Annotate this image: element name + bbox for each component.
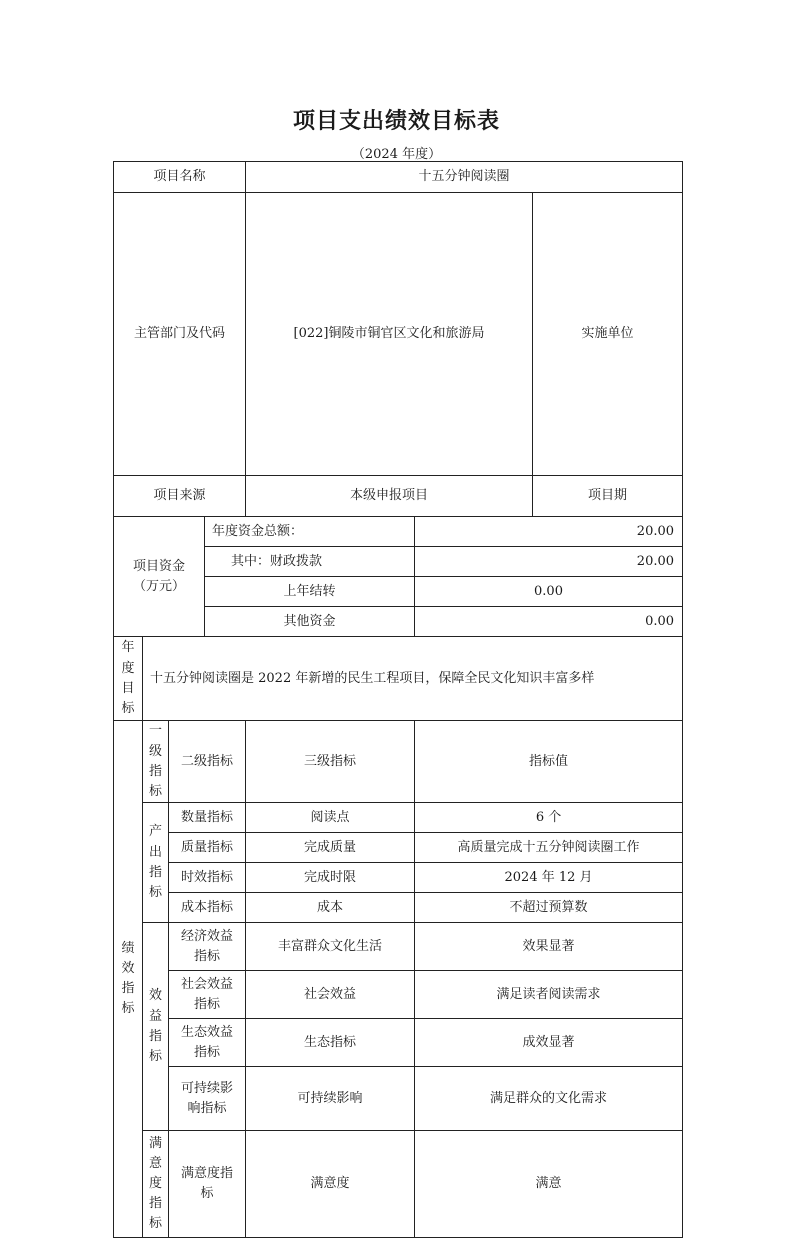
benefit-l2-text: 社会效益指标 <box>180 976 233 1012</box>
header-value: 指标值 <box>415 721 683 803</box>
year-label: （2024 年度） <box>351 147 442 162</box>
output-value: 2024 年 12 月 <box>415 863 683 893</box>
satisfaction-value: 满意 <box>415 1131 683 1238</box>
benefit-l2 <box>169 1019 246 1067</box>
impl-label: 实施单位 <box>533 193 683 476</box>
benefit-l3: 生态指标 <box>246 1019 415 1067</box>
benefit-l2-text: 生态效益指标 <box>180 1024 233 1060</box>
output-l2: 数量指标 <box>169 803 246 833</box>
output-label-text: 产出指标 <box>148 824 162 900</box>
output-l3: 完成时限 <box>246 863 415 893</box>
funds-other-value: 0.00 <box>415 607 683 637</box>
funds-other-label: 其他资金 <box>205 607 415 637</box>
source-value: 本级申报项目 <box>246 475 533 516</box>
funds-carryover-label: 上年结转 <box>205 577 415 607</box>
funds-fiscal-label: 其中：财政拨款 <box>205 547 415 577</box>
dept-value: [022]铜陵市铜官区文化和旅游局 <box>246 193 533 476</box>
benefit-value: 成效显著 <box>415 1019 683 1067</box>
output-l3: 成本 <box>246 893 415 923</box>
benefit-value: 满足群众的文化需求 <box>415 1067 683 1131</box>
benefit-l2 <box>169 923 246 971</box>
benefit-l2-text: 经济效益指标 <box>180 928 233 964</box>
output-value: 6 个 <box>415 803 683 833</box>
project-name-label: 项目名称 <box>114 162 246 193</box>
indicators-label-text: 绩效指标 <box>121 940 135 1017</box>
benefit-l3: 可持续影响 <box>246 1067 415 1131</box>
output-l3: 阅读点 <box>246 803 415 833</box>
goal-text: 十五分钟阅读圈是 2022 年新增的民生工程项目，保障全民文化知识丰富多样 <box>143 637 683 721</box>
output-label <box>143 803 169 923</box>
benefit-l2 <box>169 1067 246 1131</box>
output-value: 高质量完成十五分钟阅读圈工作 <box>415 833 683 863</box>
output-l3: 完成质量 <box>246 833 415 863</box>
benefit-value: 效果显著 <box>415 923 683 971</box>
benefit-label-text: 效益指标 <box>148 988 162 1064</box>
header-level1 <box>143 721 169 803</box>
funds-fiscal-value: 20.00 <box>415 547 683 577</box>
benefit-l3: 社会效益 <box>246 971 415 1019</box>
benefit-l2 <box>169 971 246 1019</box>
output-l2: 质量指标 <box>169 833 246 863</box>
satisfaction-label-text: 满意度指标 <box>148 1135 162 1232</box>
goal-label <box>114 637 143 721</box>
page-title: 项目支出绩效目标表 <box>292 109 500 134</box>
funds-total-value: 20.00 <box>415 517 683 547</box>
source-label: 项目来源 <box>114 475 246 516</box>
benefit-value: 满足读者阅读需求 <box>415 971 683 1019</box>
header-level2: 二级指标 <box>169 721 246 803</box>
satisfaction-l2 <box>169 1131 246 1238</box>
output-value: 不超过预算数 <box>415 893 683 923</box>
funds-label-text: 项目资金（万元） <box>132 558 185 594</box>
performance-target-table <box>113 161 683 1238</box>
funds-carryover-value: 0.00 <box>415 577 683 607</box>
output-l2: 时效指标 <box>169 863 246 893</box>
header-level1-text: 一级指标 <box>148 723 162 799</box>
dept-label: 主管部门及代码 <box>114 193 246 476</box>
satisfaction-l2-text: 满意度指标 <box>180 1166 233 1202</box>
period-label: 项目期 <box>533 475 683 516</box>
funds-total-label: 年度资金总额： <box>205 517 415 547</box>
benefit-label <box>143 923 169 1131</box>
indicators-label <box>114 721 143 1238</box>
output-l2: 成本指标 <box>169 893 246 923</box>
goal-label-text: 年度目标 <box>121 640 135 716</box>
satisfaction-l3: 满意度 <box>246 1131 415 1238</box>
funds-label <box>114 517 205 637</box>
benefit-l2-text: 可持续影响指标 <box>180 1080 233 1116</box>
benefit-l3: 丰富群众文化生活 <box>246 923 415 971</box>
project-name-value: 十五分钟阅读圈 <box>246 162 683 193</box>
header-level3: 三级指标 <box>246 721 415 803</box>
satisfaction-label <box>143 1131 169 1238</box>
